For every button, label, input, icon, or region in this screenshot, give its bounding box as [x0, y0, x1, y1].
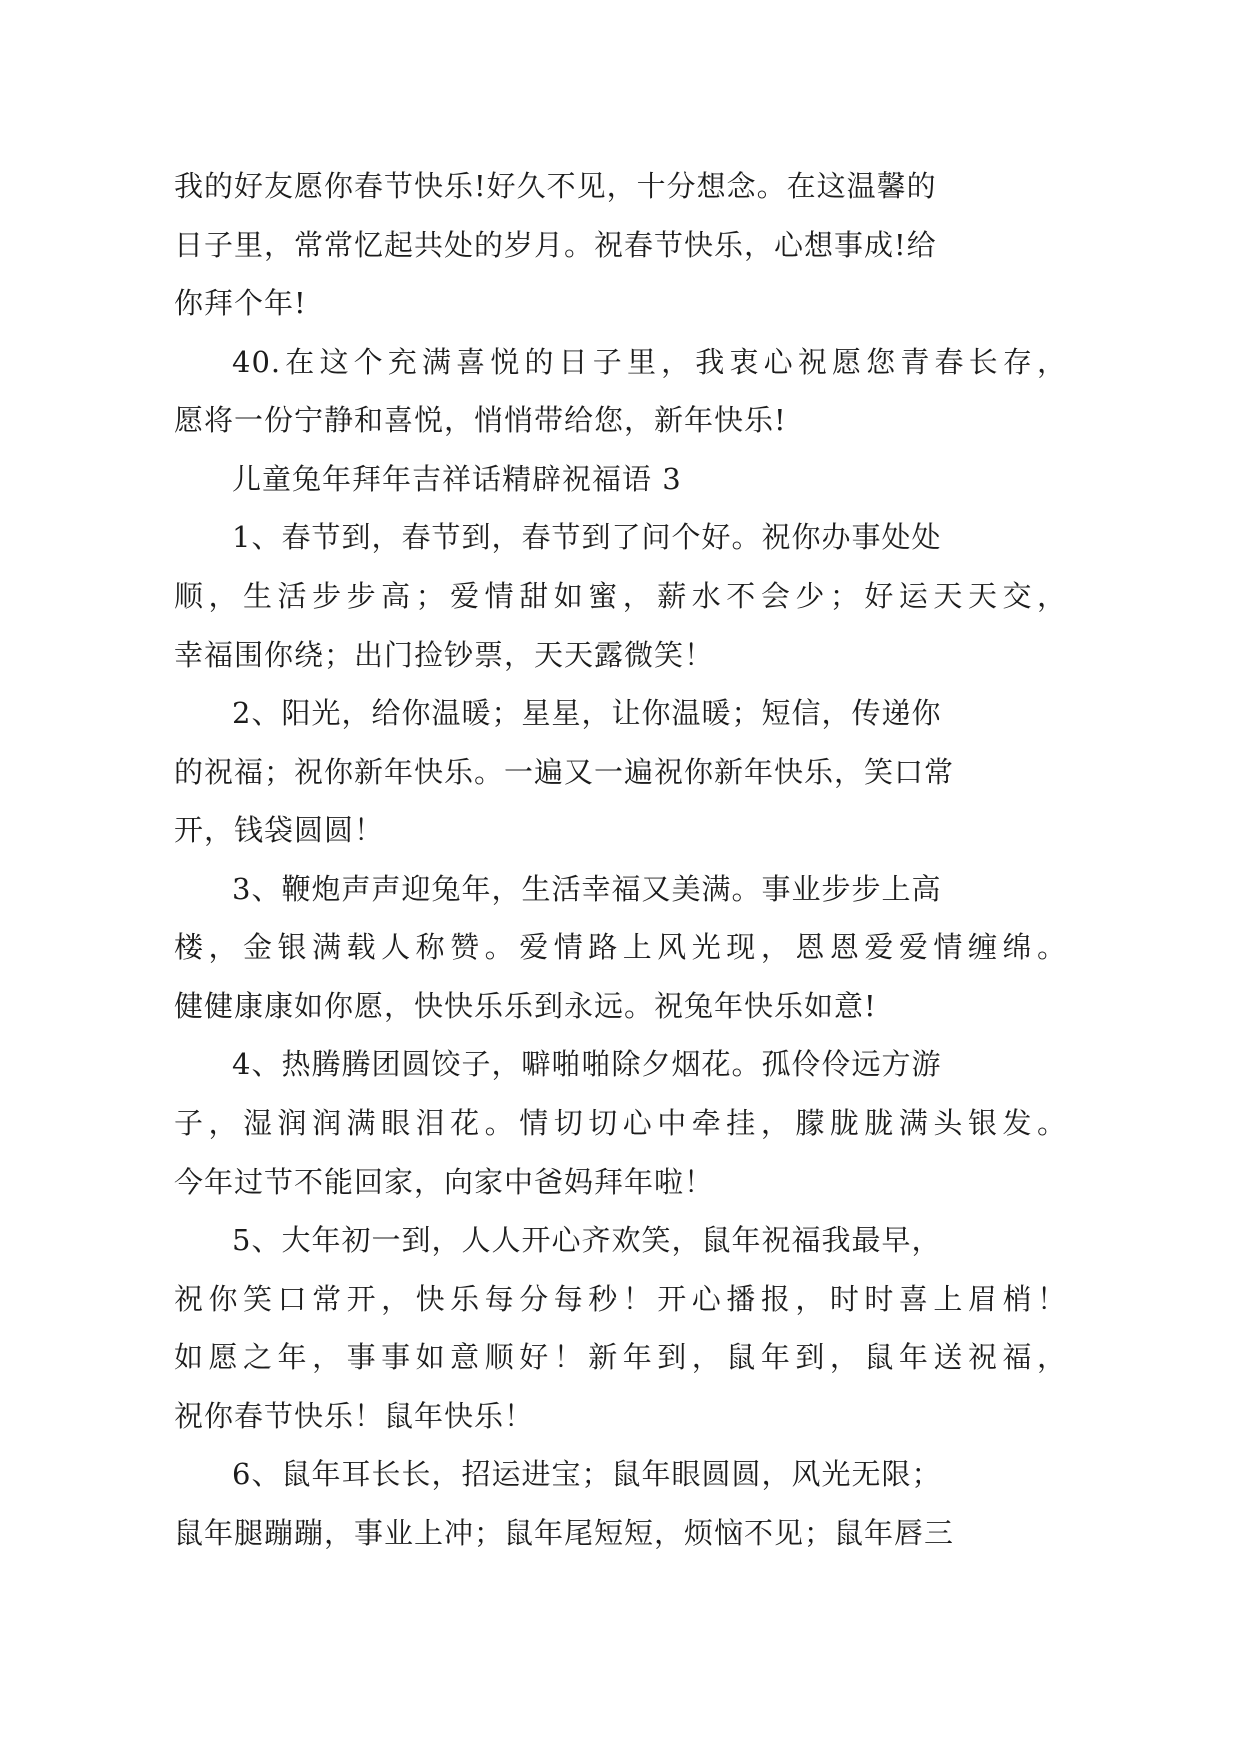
wish-paragraph: [174, 684, 1067, 860]
text-line: 幸福围你绕；出门捡钞票，天天露微笑！: [174, 637, 715, 672]
paragraph: [174, 333, 1067, 450]
section-heading: 儿童兔年拜年吉祥话精辟祝福语 3: [232, 461, 682, 496]
text-line: 你拜个年!: [174, 286, 307, 321]
text-line: 祝你春节快乐！鼠年快乐！: [174, 1398, 535, 1433]
paragraph: [174, 157, 1067, 333]
text-line: 子，湿润润满眼泪花。情切切心中牵挂，朦胧胧满头银发。: [174, 1106, 1067, 1140]
document-body: [174, 157, 1067, 1563]
wish-paragraph: [174, 1211, 1067, 1445]
wish-paragraph: [174, 1035, 1067, 1211]
text-line: 如愿之年，事事如意顺好！新年到，鼠年到，鼠年送祝福，: [174, 1340, 1067, 1375]
text-line: 40.在这个充满喜悦的日子里，我衷心祝愿您青春长存，: [232, 344, 1067, 379]
text-line: 的祝福；祝你新年快乐。一遍又一遍祝你新年快乐，笑口常: [174, 754, 955, 789]
text-line: 2、阳光，给你温暖；星星，让你温暖；短信，传递你: [232, 696, 942, 731]
text-line: 楼，金银满载人称赞。爱情路上风光现，恩恩爱爱情缠绵。: [174, 930, 1067, 965]
text-line: 今年过节不能回家，向家中爸妈拜年啦！: [174, 1164, 715, 1199]
text-line: 5、大年初一到，人人开心齐欢笑，鼠年祝福我最早，: [232, 1223, 942, 1258]
text-line: 1、春节到，春节到，春节到了问个好。祝你办事处处: [232, 520, 942, 555]
text-line: 健健康康如你愿，快快乐乐到永远。祝兔年快乐如意!: [174, 988, 877, 1023]
text-line: 愿将一份宁静和喜悦，悄悄带给您，新年快乐!: [174, 403, 787, 438]
text-line: 顺，生活步步高；爱情甜如蜜，薪水不会少；好运天天交，: [174, 578, 1067, 613]
text-line: 开，钱袋圆圆！: [174, 813, 385, 848]
wish-paragraph: [174, 508, 1067, 684]
text-line: 祝你笑口常开，快乐每分每秒！开心播报，时时喜上眉梢！: [174, 1281, 1067, 1316]
wish-paragraph: [174, 860, 1067, 1036]
text-line: 4、热腾腾团圆饺子，噼啪啪除夕烟花。孤伶伶远方游: [232, 1047, 942, 1082]
text-line: 6、鼠年耳长长，招运进宝；鼠年眼圆圆，风光无限；: [232, 1457, 942, 1492]
text-line: 日子里，常常忆起共处的岁月。祝春节快乐，心想事成!给: [174, 227, 937, 262]
text-line: 鼠年腿蹦蹦，事业上冲；鼠年尾短短，烦恼不见；鼠年唇三: [174, 1515, 955, 1550]
wish-paragraph: [174, 1445, 1067, 1562]
text-line: 我的好友愿你春节快乐!好久不见，十分想念。在这温馨的: [174, 169, 937, 203]
text-line: 3、鞭炮声声迎兔年，生活幸福又美满。事业步步上高: [232, 871, 942, 906]
